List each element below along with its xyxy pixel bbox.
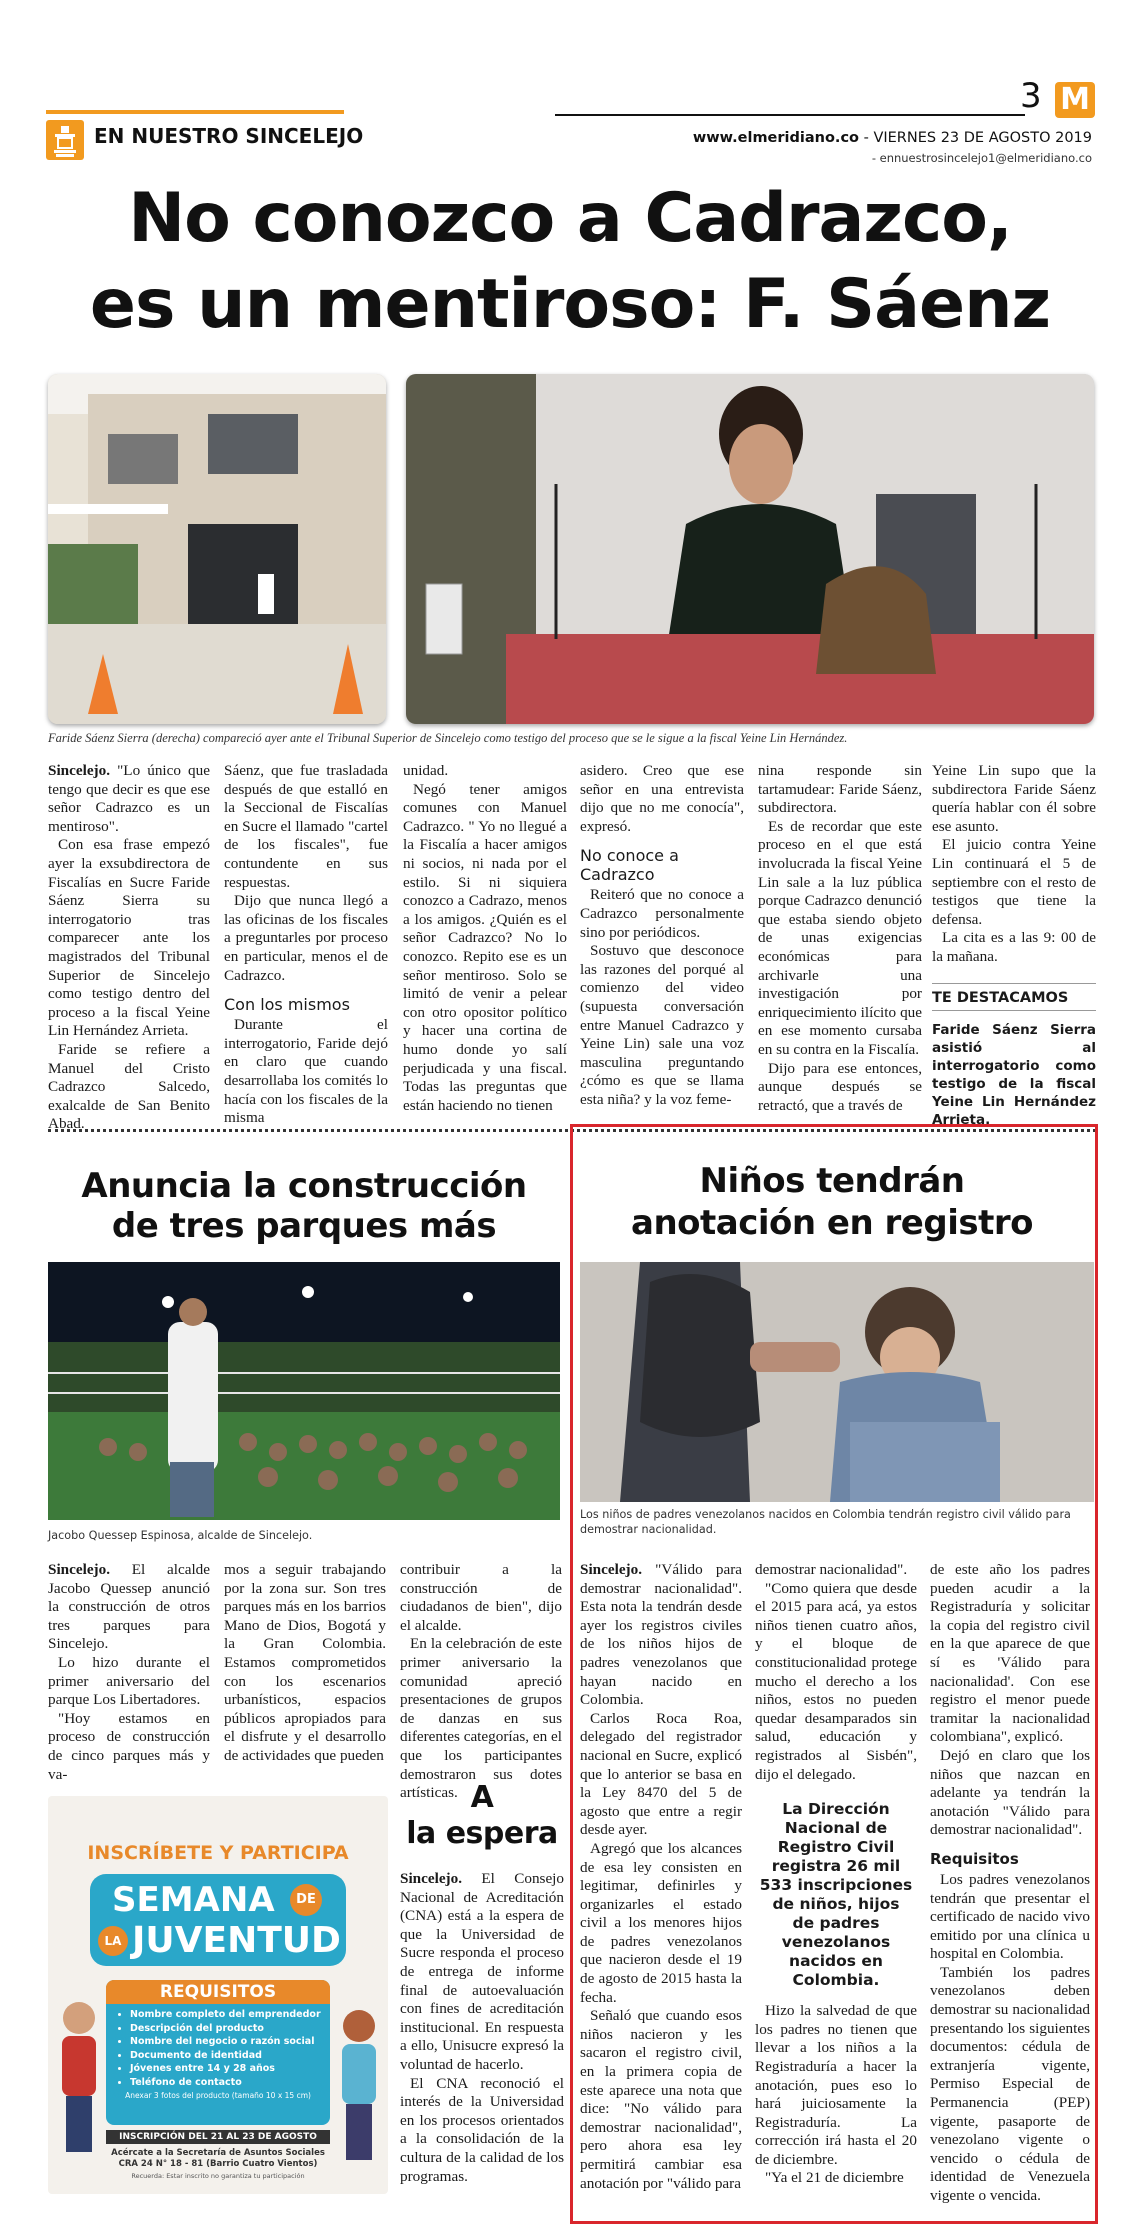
ad-address-1: Acércate a la Secretaría de Asuntos Sociales: [111, 2148, 325, 2158]
paragraph: Reiteró que no conoce a Cadrazco personalmente sino por periódicos.: [580, 886, 744, 941]
paragraph: Faride se refiere a Manuel del Cristo Cadrazco Salcedo, exalcalde de San Benito Abad.: [48, 1040, 210, 1133]
ninos-photo: [580, 1262, 1094, 1502]
paragraph: Hizo la salvedad de que los padres no tienen que llevar a los niños a la Registraduría a hacer la anotación, pues eso lo hará juiciosamente la Registraduría. La corrección irá hasta el 20 de diciembre.: [755, 2002, 917, 2168]
espera-headline: [400, 1780, 564, 1852]
ad-title-1: SEMANA: [112, 1880, 275, 1920]
section-icon: [46, 120, 84, 160]
paragraph: "Lo único que tengo que decir es que ese señor Cadrazco es un mentiroso".: [48, 762, 210, 835]
ninos-headline-line1: Niños tendrán: [699, 1161, 965, 1201]
list-item: • Documento de identidad: [130, 2049, 330, 2063]
highlight-box: [932, 983, 1096, 1012]
paragraph: Durante el interrogatorio, Faride dejó en claro que cuando desarrollaba los comités lo hacía con los fiscales de la misma: [224, 1016, 388, 1127]
ninos-photo-caption: Los niños de padres venezolanos nacidos en Colombia tendrán registro civil válido para demostrar nacionalidad.: [580, 1508, 1071, 1536]
ad-title-de: DE: [290, 1884, 322, 1916]
logo-letter: M: [1060, 82, 1090, 117]
youth-week-ad: [48, 1796, 388, 2194]
paragraph: La cita es a las 9: 00 de la mañana.: [932, 929, 1096, 965]
paragraph: En la celebración de este primer aniversario la comunidad apreció presentaciones de grupos de danzas en sus diferentes categorías, en el que los participantes demostraron sus dotes artísticas.: [400, 1635, 562, 1802]
paragraph: Sostuvo que desconoce las razones del porqué al comienzo del video (supuesta conversación entre Manuel Cadrazco y Yeine Lin) sale una voz masculina preguntando ¿cómo es que se llama esta niña? y la voz feme-: [580, 942, 744, 1108]
paragraph: "Ya el 21 de diciembre: [765, 2169, 904, 2187]
paragraph: Es de recordar que este proceso en el que está involucrada la fiscal Yeine Lin sale a la luz pública porque Cadrazco denunció que estaba siendo objeto de unas exigencias económicas para archivarle una investigación por enriquecimiento ilícito que en ese momento cursaba en su contra en la Fiscalía.: [758, 817, 922, 1058]
ad-figure-girl: [334, 2004, 384, 2164]
paragraph: Dejó en claro que los niños que nazcan en adelante ya tendrán la anotación "Válido para demostrar nacionalidad".: [930, 1746, 1090, 1839]
list-item: • Descripción del producto: [130, 2022, 330, 2036]
main-col-3: [403, 762, 567, 1115]
paragraph: Los padres venezolanos tendrán que presentar el certificado de nacido vivo emitido por una clínica u hospital en Colombia.: [930, 1870, 1090, 1963]
main-col-1: [48, 762, 210, 1134]
paragraph: Yeine Lin supo que la subdirectora Faride Sáenz quería hablar con él sobre ese asunto.: [932, 762, 1096, 835]
ad-title-la: LA: [98, 1926, 128, 1956]
main-photo-caption: Faride Sáenz Sierra (derecha) compareció ayer ante el Tribunal Superior de Sincelejo como testigo del proceso que se le sigue a la fiscal Yeine Lin Hernández.: [48, 731, 848, 745]
ninos-col-3: [930, 1561, 1090, 2206]
main-headline: [20, 176, 1120, 348]
paragraph: Agregó que los alcances de esa ley consisten en legitimar, definirles y organizarles el estado civil a los menores hijos de padres venezolanos que nacieron desde el 19 de agosto de 2015 hasta la fecha.: [580, 1839, 742, 2006]
ninos-headline: [574, 1160, 1090, 1244]
paragraph: Negó tener amigos comunes con Manuel Cadrazco. " Yo no llegué a la Fiscalía a hacer amigos ni socios, ni nada por el estilo. Si ni siquiera conozco a Cadrazo, menos a los amigos. ¿Quién es el señor Cadrazco? No lo conozco. Repito ese es un señor mentiroso. Solo se limitó de venir a pelear con otro opositor político y hacer una cortina de humo donde yo salí perjudicada y una fiscal. Todas las preguntas que están haciendo no tienen: [403, 780, 567, 1114]
list-item: • Jóvenes entre 14 y 28 años: [130, 2062, 330, 2076]
parks-col-3: [400, 1561, 562, 1803]
subheading: No conoce a Cadrazco: [580, 846, 679, 885]
dateline: Sincelejo.: [580, 1561, 643, 1578]
paragraph: asidero. Creo que ese señor en una entrevista dijo que no me conocía", expresó.: [580, 762, 744, 835]
section-top-rule: [46, 110, 344, 114]
parks-col-2: [224, 1561, 386, 1766]
header-top-rule: [555, 114, 1025, 116]
paragraph: Dijo para ese entonces, aunque después se retractó, que a través de: [758, 1059, 922, 1114]
ad-title-2: JUVENTUD: [132, 1920, 341, 1961]
section-label: EN NUESTRO SINCELEJO: [94, 124, 364, 148]
subheading: Con los mismos: [224, 995, 350, 1015]
main-col-2: [224, 762, 388, 1128]
list-item: • Nombre del negocio o razón social: [130, 2035, 330, 2049]
parks-photo-caption: Jacobo Quessep Espinosa, alcalde de Sincelejo.: [48, 1529, 313, 1542]
ad-footnote: Recuerda: Estar inscrito no garantiza tu participación: [131, 2172, 305, 2180]
paragraph: Dijo que nunca llegó a las oficinas de los fiscales a preguntarles por proceso en particular, menos el de Cadrazco.: [224, 892, 388, 984]
parks-photo: [48, 1262, 560, 1520]
main-col-5: [758, 762, 922, 1115]
parks-headline: [44, 1166, 564, 1246]
ad-title-banner: [90, 1874, 346, 1966]
paragraph: "Como quiera que desde el 2015 para acá, ya estos niños tienen cuatro años, y el bloque de constitucionalidad protege mucho el derecho a los niños, estos no pueden quedar desamparados sin salud, educación y registrados al Sisbén", dijo el delegado.: [755, 1579, 917, 1783]
main-headline-line2: es un mentiroso: F. Sáenz: [89, 265, 1051, 344]
ninos-headline-line2: anotación en registro: [631, 1203, 1033, 1243]
date: - VIERNES 23 DE AGOSTO 2019: [859, 130, 1092, 146]
paragraph: El alcalde Jacobo Quessep anunció la construcción de otros tres parques para Sincelejo.: [48, 1561, 210, 1653]
subheading: Requisitos: [930, 1849, 1019, 1868]
header-email: - ennuestrosincelejo1@elmeridiano.co: [871, 151, 1092, 165]
ninos-col-2: [755, 1561, 917, 2188]
ad-requirements-box: [106, 1980, 330, 2125]
paragraph: demostrar nacionalidad".: [755, 1561, 908, 1578]
paragraph: El juicio contra Yeine Lin continuará el 5 de septiembre con el resto de testigos que tiene la defensa.: [932, 836, 1096, 928]
list-item: • Teléfono de contacto: [130, 2076, 330, 2090]
paragraph: Lo hizo durante el primer aniversario del parque Los Libertadores.: [48, 1653, 210, 1709]
parks-headline-line2: de tres parques más: [111, 1206, 497, 1246]
main-headline-line1: No conozco a Cadrazco,: [128, 179, 1012, 258]
dateline: Sincelejo.: [48, 1561, 111, 1578]
parks-headline-line1: Anuncia la construcción: [81, 1166, 527, 1206]
paragraph: Señaló que cuando esos niños nacieron y les sacaron el registro civil, en la primera copia de este aparece una nota que dice: "No válido para demostrar nacionalidad", pero ahora esa ley permitirá cambiar esa anotación por "válido para: [580, 2007, 742, 2192]
paragraph: nina responde sin tartamudear: Faride Sáenz, subdirectora.: [758, 762, 922, 817]
ad-dates: INSCRIPCIÓN DEL 21 AL 23 DE AGOSTO: [106, 2130, 330, 2144]
paragraph: unidad.: [403, 762, 449, 779]
section-header: [46, 110, 364, 166]
courtroom-photo: [406, 374, 1094, 724]
highlight-text: Faride Sáenz Sierra asistió al interrogatorio como testigo de la fiscal Yeine Lin Hernández Arrieta.: [932, 1022, 1096, 1129]
paragraph: El Consejo Nacional de Acreditación (CNA) está a la espera de que la Universidad de Sucre responda el proceso de entrega de informe final de autoevaluación con fines de acreditación institucional. En respuesta a ello, Unisucre expresó la voluntad de hacerlo.: [400, 1870, 564, 2073]
highlight-title: TE DESTACAMOS: [932, 989, 1069, 1006]
paragraph: Sáenz, que fue trasladada después de que estalló en la Seccional de Fiscalías en Sucre el llamado "cartel de los fiscales", fue contundente en sus respuestas.: [224, 762, 388, 891]
paragraph: mos a seguir trabajando por la zona sur. Son tres parques más en los barrios Mano de Dios, Bogotá y la Gran Colombia. Estamos comprometidos con los escenarios urbanísticos, espacios públicos apropiados para el disfrute y el desarrollo de actividades que pueden: [224, 1561, 386, 1764]
parks-col-1: [48, 1561, 210, 1784]
logo: [1055, 82, 1095, 118]
ad-requirements-title: REQUISITOS: [106, 1980, 330, 2004]
espera-headline-line2: la espera: [406, 1816, 558, 1851]
dateline: Sincelejo.: [48, 762, 111, 779]
list-item: • Nombre completo del emprendedor: [130, 2008, 330, 2022]
paragraph: El CNA reconoció el interés de la Universidad en los procesos orientados a la consolidación de la cultura de la calidad de los programas.: [400, 2074, 564, 2185]
paragraph: de este año los padres pueden acudir a la Registraduría y solicitar la copia del registro civil en la que aparece de que sí es 'Válido para nacionalidad'. Con ese registro el menor puede tramitar la nacionalidad colombiana", explicó.: [930, 1561, 1090, 1746]
paragraph: "Válido para demostrar nacionalidad". Esta nota la tendrán desde ayer los registros civiles de los niños hijos de padres venezolanos que hayan nacido en Colombia.: [580, 1561, 742, 1709]
paragraph: "Hoy estamos en proceso de construcción de cinco parques más y va-: [48, 1709, 210, 1783]
ninos-col-1: [580, 1561, 742, 2193]
pull-quote: La Dirección Nacional de Registro Civil registra 26 mil 533 inscripciones de niños, hijos de padres venezolanos nacidos en Colombia.: [759, 1800, 913, 1990]
espera-headline-line1: A: [470, 1780, 494, 1815]
espera-col: [400, 1870, 564, 2186]
ad-top-text: INSCRÍBETE Y PARTICIPA: [87, 1842, 349, 1864]
ad-address-2: CRA 24 N° 18 - 81 (Barrio Cuatro Vientos): [118, 2159, 318, 2169]
paragraph: También los padres venezolanos deben demostrar su nacionalidad presentando los siguientes documentos: cédula de extranjería vigente, Permiso Especial de Permanencia (PEP) vigente, pasaporte de venezolano vigente o vencido o cédula de identidad de Venezuela vigente o vencida.: [930, 1963, 1090, 2204]
main-col-4: [580, 762, 744, 1110]
paragraph: Carlos Roca Roa, delegado del registrador nacional en Sucre, explicó que lo anterior se basa en la Ley 8470 del 5 de agosto que entre a regir desde ayer.: [580, 1709, 742, 1839]
page-number: 3: [1020, 76, 1042, 116]
ad-note: Anexar 3 fotos del producto (tamaño 10 x 15 cm): [125, 2091, 311, 2100]
header-dateline: [693, 130, 1092, 146]
paragraph: Con esa frase empezó ayer la exsubdirectora de Fiscalías en Sucre Faride Sáenz Sierra su interrogatorio tras comparecer ante los magistrados del Tribunal Superior de Sincelejo como testigo dentro del proceso a la fiscal Yeine Lin Hernández Arrieta.: [48, 836, 210, 1040]
main-col-6: [932, 762, 1096, 1129]
building-photo: [48, 374, 386, 724]
ad-requirements-list: [106, 2008, 330, 2089]
website: www.elmeridiano.co: [692, 130, 859, 146]
paragraph: contribuir a la construcción de ciudadanos de bien", dijo el alcalde.: [400, 1561, 562, 1634]
ad-figure-boy: [54, 1996, 104, 2156]
dateline: Sincelejo.: [400, 1870, 463, 1887]
